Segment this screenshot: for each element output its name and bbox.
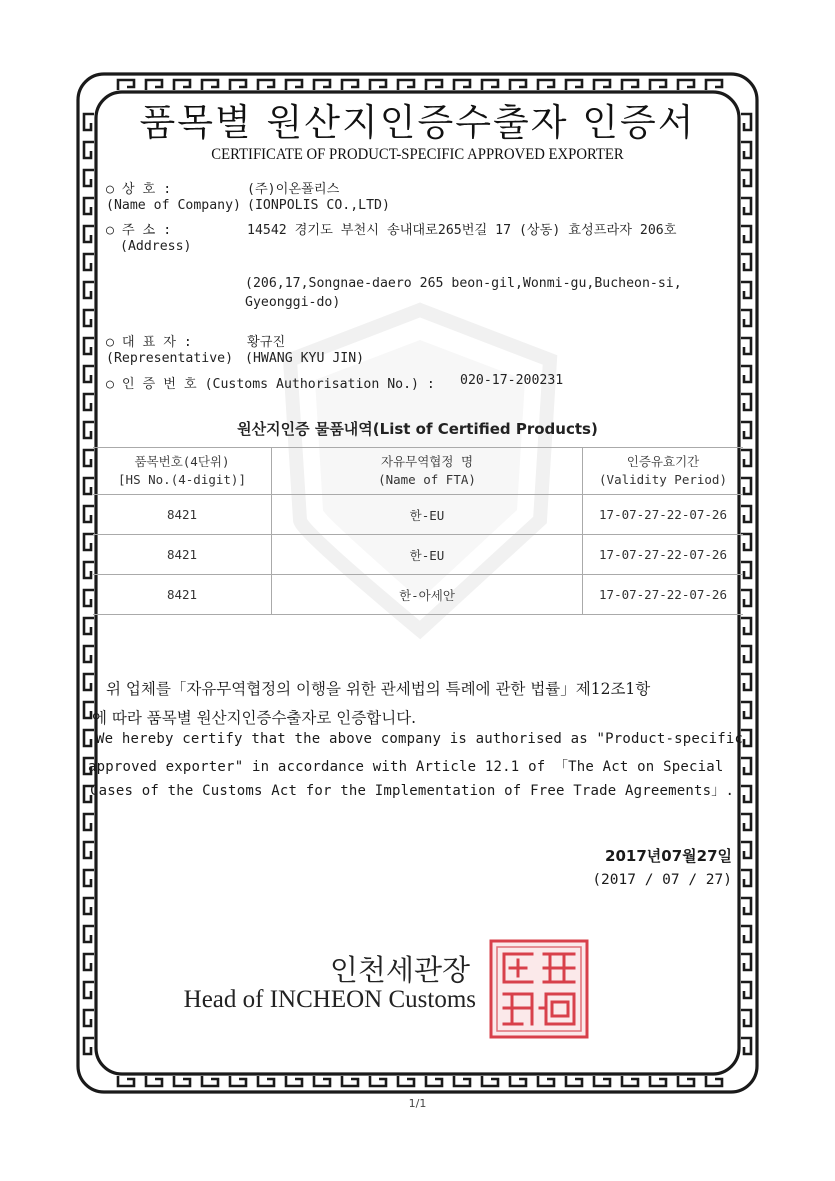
table-row bbox=[93, 495, 743, 535]
address-label-en: (Address) bbox=[120, 239, 192, 254]
representative-label-ko: ○ 대 표 자 : bbox=[106, 335, 192, 350]
certification-en-line1: We hereby certify that the above company is authorised as "Product-specific bbox=[96, 731, 744, 747]
address-value-en-line2: Gyeonggi-do) bbox=[245, 295, 341, 310]
company-name-label-en: (Name of Company) bbox=[106, 198, 241, 213]
column-header-fta bbox=[272, 448, 583, 495]
column-header-fta-en: (Name of FTA) bbox=[378, 472, 476, 487]
validity-cell: 17-07-27-22-07-26 bbox=[583, 575, 744, 615]
table-header-row bbox=[93, 448, 743, 495]
authorisation-number: 020-17-200231 bbox=[460, 373, 564, 388]
column-header-hs-en: [HS No.(4-digit)] bbox=[118, 472, 246, 487]
column-header-validity bbox=[583, 448, 744, 495]
issue-date-en: (2017 / 07 / 27) bbox=[592, 872, 732, 888]
representative-label-en: (Representative) bbox=[106, 351, 234, 366]
fta-cell: 한-EU bbox=[272, 535, 583, 575]
table-row bbox=[93, 575, 743, 615]
column-header-validity-ko: 인증유효기간 bbox=[626, 454, 700, 469]
certification-en-line3: Cases of the Customs Act for the Implementation of Free Trade Agreements」. bbox=[90, 783, 735, 799]
signatory-title-en: Head of INCHEON Customs bbox=[183, 986, 476, 1013]
certification-en-line2: approved exporter" in accordance with Article 12.1 of 「The Act on Special bbox=[88, 759, 724, 775]
official-seal bbox=[488, 938, 590, 1040]
issue-date-ko: 2017년07월27일 bbox=[605, 847, 732, 865]
certificate-title-ko: 품목별 원산지인증수출자 인증서 bbox=[139, 101, 696, 144]
page-number: 1/1 bbox=[408, 1097, 427, 1110]
company-name-label-ko: ○ 상 호 : bbox=[106, 182, 172, 197]
address-label-ko: ○ 주 소 : bbox=[106, 223, 172, 238]
hs-cell: 8421 bbox=[93, 535, 272, 575]
validity-cell: 17-07-27-22-07-26 bbox=[583, 495, 744, 535]
column-header-fta-ko: 자유무역협정 명 bbox=[380, 454, 474, 469]
fta-cell: 한-EU bbox=[272, 495, 583, 535]
hs-cell: 8421 bbox=[93, 495, 272, 535]
products-list-title: 원산지인증 물품내역(List of Certified Products) bbox=[237, 420, 598, 438]
authorisation-label: ○ 인 증 번 호 (Customs Authorisation No.) : bbox=[106, 377, 435, 392]
company-name-value-ko: (주)이온폴리스 bbox=[247, 182, 340, 197]
representative-value-ko: 황규진 bbox=[247, 335, 286, 350]
products-table bbox=[93, 447, 743, 615]
signatory-title-ko: 인천세관장 bbox=[329, 953, 470, 987]
certification-ko-line1: 위 업체를「자유무역협정의 이행을 위한 관세법의 특례에 관한 법률」제12조1항 bbox=[106, 680, 651, 698]
column-header-hs bbox=[93, 448, 272, 495]
address-value-en-line1: (206,17,Songnae-daero 265 beon-gil,Wonmi-gu,Bucheon-si, bbox=[245, 276, 682, 291]
column-header-validity-en: (Validity Period) bbox=[599, 472, 727, 487]
company-name-value-en: (IONPOLIS CO.,LTD) bbox=[247, 198, 390, 213]
address-value-ko: 14542 경기도 부천시 송내대로265번길 17 (상동) 효성프라자 206호 bbox=[247, 223, 677, 238]
validity-cell: 17-07-27-22-07-26 bbox=[583, 535, 744, 575]
representative-value-en: (HWANG KYU JIN) bbox=[245, 351, 365, 366]
table-row bbox=[93, 535, 743, 575]
certificate-title-en: CERTIFICATE OF PRODUCT-SPECIFIC APPROVED EXPORTER bbox=[211, 146, 624, 163]
certification-ko-line2: 에 따라 품목별 원산지인증수출자로 인증합니다. bbox=[92, 709, 417, 727]
column-header-hs-ko: 품목번호(4단위) bbox=[134, 454, 230, 469]
fta-cell: 한-아세안 bbox=[272, 575, 583, 615]
hs-cell: 8421 bbox=[93, 575, 272, 615]
